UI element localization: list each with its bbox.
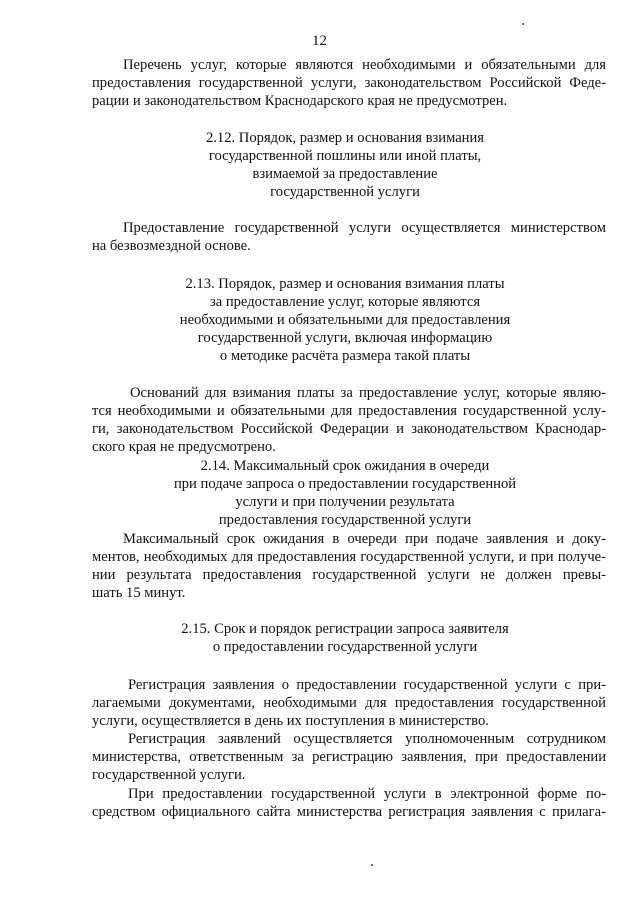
paragraph-line: средством официального сайта министерства регистрация заявления с прилага- (92, 804, 606, 820)
paragraph-line: министерства, ответственным за регистрацию заявления, при предоставлении (92, 749, 606, 765)
paragraph-line: на безвозмездной основе. (92, 238, 251, 254)
section-heading: услуги и при получении результата (235, 494, 455, 510)
section-heading: государственной услуги (270, 184, 420, 200)
section-heading: государственной пошлины или иной платы, (208, 148, 482, 164)
section-heading: государственной услуги, включая информацию (197, 330, 493, 346)
paragraph-line: Перечень услуг, которые являются необходимыми и обязательными для (123, 57, 606, 73)
paragraph-line: Регистрация заявления о предоставлении государственной услуги с при- (128, 677, 606, 693)
page-number: 12 (312, 33, 327, 49)
paragraph-line: ментов, необходимых для предоставления государственной услуги, и при получе- (92, 549, 606, 565)
section-heading: о предоставлении государственной услуги (212, 639, 478, 655)
paragraph-line: Оснований для взимания платы за предоставление услуг, которые являю- (130, 385, 606, 401)
paragraph-line: При предоставлении государственной услуги в электронной форме по- (128, 786, 606, 802)
scan-speck (522, 23, 524, 25)
paragraph-line: ги, законодательством Российской Федерации и законодательством Краснодар- (92, 421, 606, 437)
section-heading: взимаемой за предоставление (252, 166, 438, 182)
section-heading: о методике расчёта размера такой платы (219, 348, 471, 364)
paragraph-line: рации и законодательством Краснодарского края не предусмотрен. (92, 93, 508, 109)
paragraph-line: предоставления государственной услуги, законодательством Российской Феде- (92, 75, 606, 91)
paragraph-line: Регистрация заявлений осуществляется уполномоченным сотрудником (128, 731, 606, 747)
paragraph-line: лагаемыми документами, необходимыми для предоставления государственной (92, 695, 606, 711)
paragraph-line: услуги, осуществляется в день их поступления в министерство. (92, 713, 489, 729)
section-heading: при подаче запроса о предоставлении государственной (173, 476, 517, 492)
paragraph-line: шать 15 минут. (92, 585, 186, 601)
paragraph-line: ского края не предусмотрено. (92, 439, 276, 455)
paragraph-line: Максимальный срок ожидания в очереди при подаче заявления и доку- (123, 531, 606, 547)
paragraph-line: нии результата предоставления государственной услуги не должен превы- (92, 567, 606, 583)
section-heading: за предоставление услуг, которые являются (209, 294, 481, 310)
section-heading: необходимыми и обязательными для предоставления (179, 312, 511, 328)
section-heading: 2.14. Максимальный срок ожидания в очереди (200, 458, 490, 474)
section-heading: 2.12. Порядок, размер и основания взимания (205, 130, 485, 146)
paragraph-line: тся необходимыми и обязательными для предоставления государственной услу- (92, 403, 606, 419)
section-heading: предоставления государственной услуги (218, 512, 472, 528)
scan-speck (371, 864, 373, 866)
section-heading: 2.15. Срок и порядок регистрации запроса заявителя (181, 621, 509, 637)
paragraph-line: Предоставление государственной услуги осуществляется министерством (123, 220, 606, 236)
paragraph-line: государственной услуги. (92, 767, 246, 783)
section-heading: 2.13. Порядок, размер и основания взимания платы (185, 276, 505, 292)
